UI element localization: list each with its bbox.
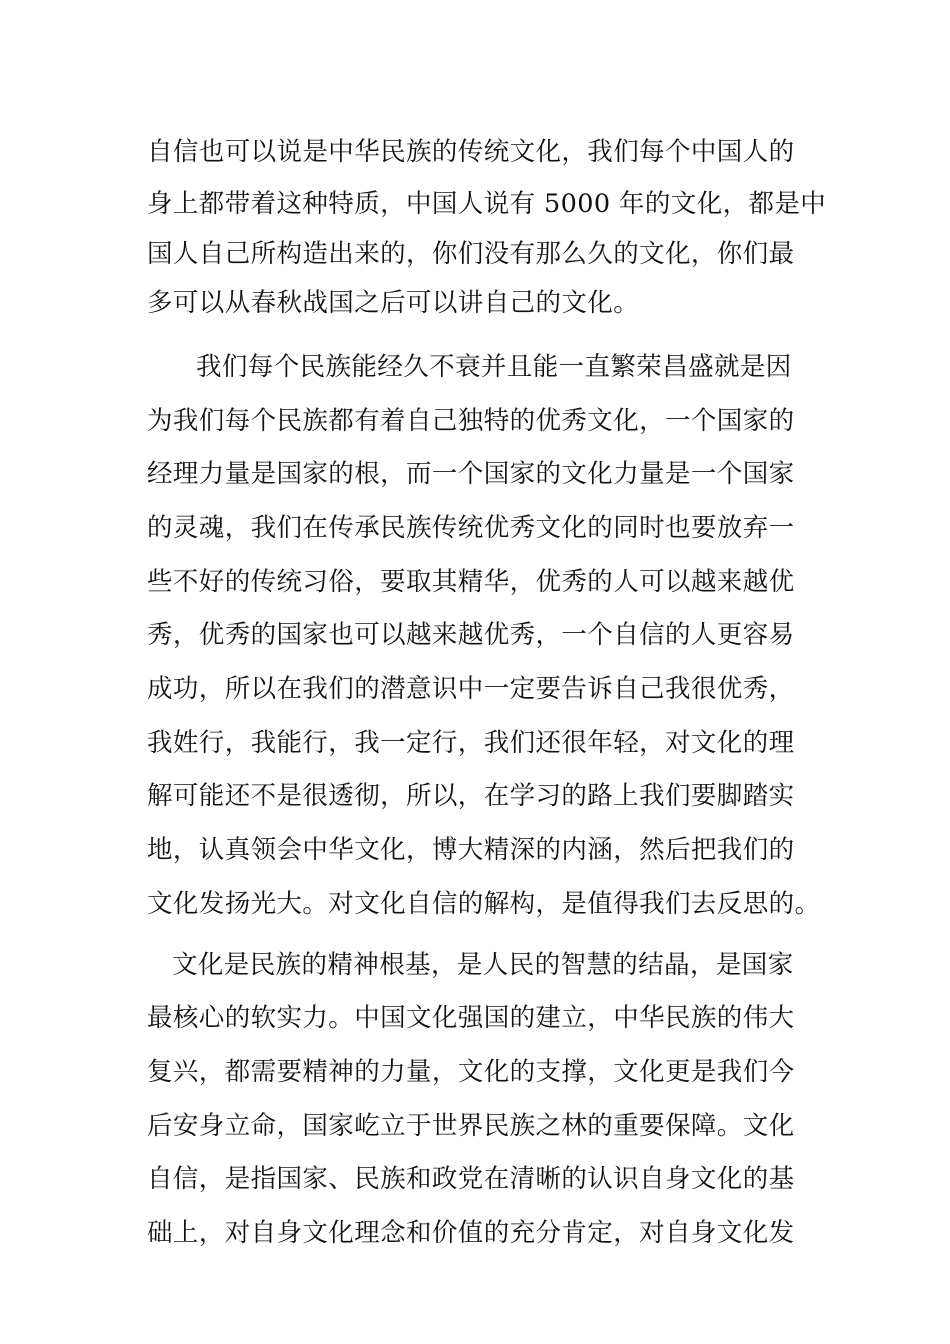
paragraph-1-line-4: 多可以从春秋战国之后可以讲自己的文化。 xyxy=(147,288,640,318)
paragraph-2-line-9: 解可能还不是很透彻，所以，在学习的路上我们要脚踏实 xyxy=(147,781,795,811)
paragraph-2-line-1: 我们每个民族能经久不衰并且能一直繁荣昌盛就是因 xyxy=(196,352,792,382)
paragraph-3-line-2: 最核心的软实力。中国文化强国的建立，中华民族的伟大 xyxy=(147,1003,795,1033)
paragraph-2-line-4: 的灵魂，我们在传承民族传统优秀文化的同时也要放弃一 xyxy=(147,513,795,543)
paragraph-2-line-5: 些不好的传统习俗，要取其精华，优秀的人可以越来越优 xyxy=(147,567,795,597)
paragraph-2-line-11: 文化发扬光大。对文化自信的解构，是值得我们去反思的。 xyxy=(147,889,821,919)
paragraph-2-line-3: 经理力量是国家的根，而一个国家的文化力量是一个国家 xyxy=(147,459,795,489)
paragraph-1-line-3: 国人自己所构造出来的，你们没有那么久的文化，你们最 xyxy=(147,239,795,269)
paragraph-3-line-4: 后安身立命，国家屹立于世界民族之林的重要保障。文化 xyxy=(147,1111,795,1141)
paragraph-1-line-1: 自信也可以说是中华民族的传统文化，我们每个中国人的 xyxy=(147,137,795,167)
paragraph-2-line-7: 成功，所以在我们的潜意识中一定要告诉自己我很优秀， xyxy=(147,674,795,704)
paragraph-2-line-2: 为我们每个民族都有着自己独特的优秀文化，一个国家的 xyxy=(147,406,795,436)
paragraph-3-line-5: 自信，是指国家、民族和政党在清晰的认识自身文化的基 xyxy=(147,1164,795,1194)
paragraph-2-line-8: 我姓行，我能行，我一定行，我们还很年轻，对文化的理 xyxy=(147,728,795,758)
paragraph-3-line-1: 文化是民族的精神根基，是人民的智慧的结晶，是国家 xyxy=(172,950,794,980)
paragraph-3-line-6: 础上，对自身文化理念和价值的充分肯定，对自身文化发 xyxy=(147,1218,795,1248)
paragraph-2-line-10: 地，认真领会中华文化，博大精深的内涵，然后把我们的 xyxy=(147,835,795,865)
paragraph-3-line-3: 复兴，都需要精神的力量，文化的支撑，文化更是我们今 xyxy=(147,1057,795,1087)
paragraph-2-line-6: 秀，优秀的国家也可以越来越优秀，一个自信的人更容易 xyxy=(147,620,795,650)
paragraph-1-line-2: 身上都带着这种特质，中国人说有 5000 年的文化，都是中 xyxy=(147,189,827,219)
